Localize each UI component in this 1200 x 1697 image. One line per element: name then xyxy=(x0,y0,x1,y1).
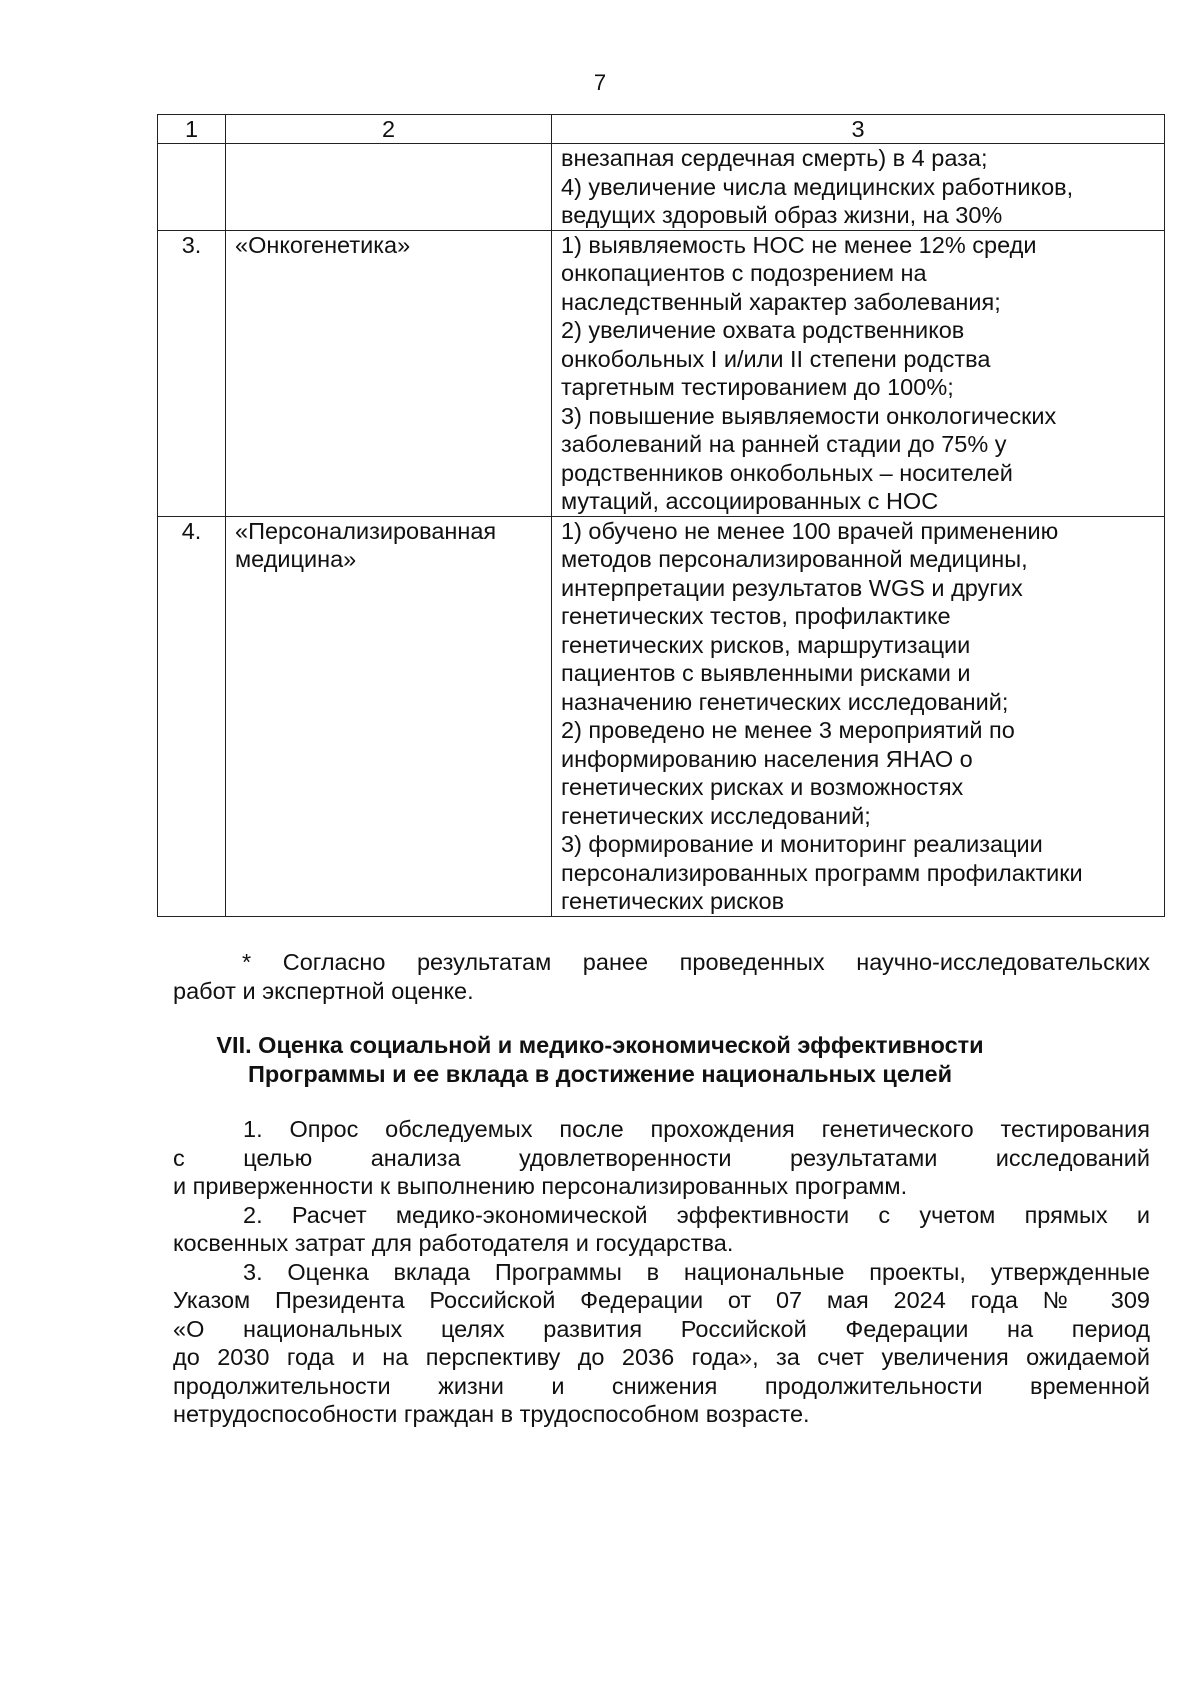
indicator-line: генетических исследований; xyxy=(561,802,871,829)
table-row xyxy=(158,230,1165,516)
paragraph-line: косвенных затрат для работодателя и государства. xyxy=(173,1230,734,1256)
indicator-line: 3) формирование и мониторинг реализации xyxy=(561,831,1043,857)
row-number xyxy=(158,144,226,231)
indicator-line: назначению генетических исследований; xyxy=(561,688,1009,715)
header-col-3: 3 xyxy=(552,115,1165,144)
indicator-line: пациентов с выявленными рисками и xyxy=(561,660,971,686)
indicator-line: внезапная сердечная смерть) в 4 раза; xyxy=(561,145,988,171)
indicator-line: генетических рисков xyxy=(561,888,785,914)
paragraph-line: 1. Опрос обследуемых после прохождения генетического тестирования xyxy=(243,1116,1150,1142)
row-name xyxy=(226,144,552,231)
page-number: 7 xyxy=(593,70,607,95)
indicator-line: генетических рисках и возможностях xyxy=(561,774,964,800)
header-col-1: 1 xyxy=(158,115,226,144)
row-indicators xyxy=(552,516,1165,916)
section-body xyxy=(173,1115,1150,1429)
paragraph-line: продолжительности жизни и снижения продолжительности временной xyxy=(173,1372,1150,1399)
indicator-line: наследственный характер заболевания; xyxy=(561,288,1001,315)
paragraph-line: 3. Оценка вклада Программы в национальные проекты, утвержденные xyxy=(243,1258,1150,1285)
indicator-line: 3) повышение выявляемости онкологических xyxy=(561,402,1057,429)
paragraph-line: 2. Расчет медико-экономической эффективности с учетом прямых и xyxy=(243,1201,1150,1228)
footnote-line: работ и экспертной оценке. xyxy=(173,977,474,1004)
paragraph-line: «О национальных целях развития Российской Федерации на период xyxy=(173,1315,1150,1342)
indicator-line: генетических рисков, маршрутизации xyxy=(561,631,971,658)
indicator-line: методов персонализированной медицины, xyxy=(561,546,1028,572)
indicator-line: 2) проведено не менее 3 мероприятий по xyxy=(561,717,1015,743)
paragraph-line: нетрудоспособности граждан в трудоспособном возрасте. xyxy=(173,1401,810,1427)
table-row xyxy=(158,144,1165,231)
row-indicators xyxy=(552,230,1165,516)
row-number: 3. xyxy=(158,230,226,516)
row-number: 4. xyxy=(158,516,226,916)
numbered-paragraph xyxy=(173,1258,1150,1429)
indicator-line: генетических тестов, профилактике xyxy=(561,603,951,629)
paragraph-line: Указом Президента Российской Федерации от 07 мая 2024 года № 309 xyxy=(173,1287,1150,1313)
indicator-line: информированию населения ЯНАО о xyxy=(561,745,973,772)
section-heading-line: VII. Оценка социальной и медико-экономической эффективности xyxy=(216,1032,984,1058)
indicator-line: родственников онкобольных – носителей xyxy=(561,459,1013,486)
indicator-line: 1) обучено не менее 100 врачей применению xyxy=(561,517,1059,544)
indicator-line: онкопациентов с подозрением на xyxy=(561,260,927,286)
section-heading xyxy=(0,1031,1200,1088)
indicator-line: заболеваний на ранней стадии до 75% у xyxy=(561,431,1007,457)
table-row xyxy=(158,516,1165,916)
numbered-paragraph xyxy=(173,1115,1150,1201)
numbered-paragraph xyxy=(173,1201,1150,1258)
row-name xyxy=(226,516,552,916)
row-indicators xyxy=(552,144,1165,231)
section-heading-line: Программы и ее вклада в достижение национальных целей xyxy=(247,1060,953,1087)
footnote xyxy=(173,948,1150,1005)
row-name-line: «Персонализированная xyxy=(235,517,497,544)
paragraph-line: с целью анализа удовлетворенности результатами исследований xyxy=(173,1144,1150,1171)
indicator-line: ведущих здоровый образ жизни, на 30% xyxy=(561,202,1003,228)
indicator-line: 2) увеличение охвата родственников xyxy=(561,317,965,343)
footnote-line: * Согласно результатам ранее проведенных научно-исследовательских xyxy=(242,949,1150,975)
paragraph-line: до 2030 года и на перспективу до 2036 года», за счет увеличения ожидаемой xyxy=(173,1344,1150,1370)
indicator-line: 4) увеличение числа медицинских работников, xyxy=(561,173,1074,200)
indicators-table xyxy=(157,114,1165,917)
indicator-line: онкобольных I и/или II степени родства xyxy=(561,345,991,372)
indicator-line: персонализированных программ профилактики xyxy=(561,859,1083,886)
row-name-line: медицина» xyxy=(235,546,357,572)
header-col-2: 2 xyxy=(226,115,552,144)
indicator-line: интерпретации результатов WGS и других xyxy=(561,574,1023,601)
table-header-row xyxy=(158,115,1165,144)
indicator-line: мутаций, ассоциированных с НОС xyxy=(561,488,939,514)
row-name: «Онкогенетика» xyxy=(226,230,552,516)
paragraph-line: и приверженности к выполнению персонализированных программ. xyxy=(173,1173,908,1199)
indicator-line: 1) выявляемость НОС не менее 12% среди xyxy=(561,231,1037,258)
indicator-line: таргетным тестированием до 100%; xyxy=(561,374,954,400)
